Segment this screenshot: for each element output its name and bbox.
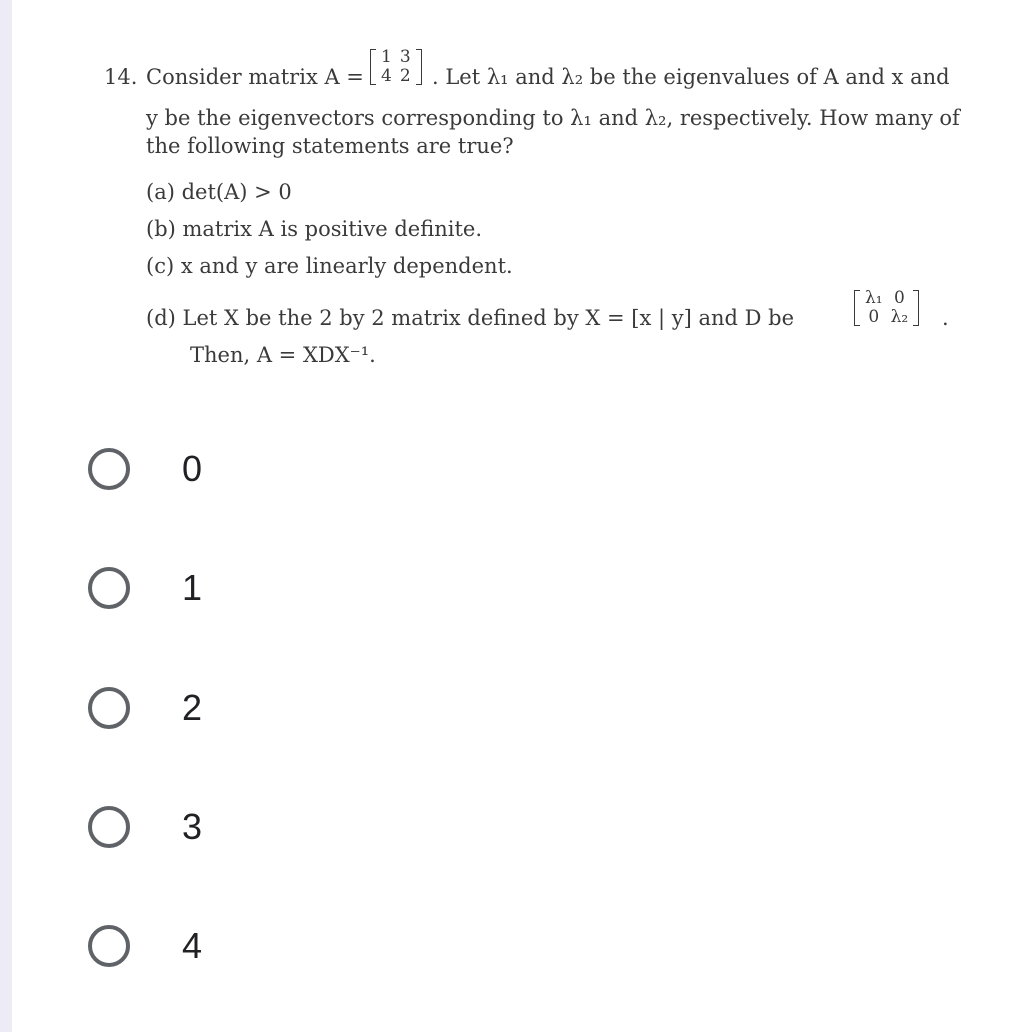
statement-a [104, 178, 949, 215]
matrix-d-cell: λ₂ [890, 307, 909, 327]
option-label: 4 [182, 925, 203, 966]
question-intro: Consider matrix A = [146, 65, 364, 89]
question-block [104, 47, 960, 369]
matrix-a-cell: 1 [381, 47, 392, 67]
option-3[interactable] [88, 797, 488, 857]
question-number: 14. [104, 65, 138, 89]
option-label: 3 [182, 806, 203, 847]
statement-b [104, 215, 949, 252]
statement-c [104, 252, 949, 289]
option-4[interactable] [88, 916, 488, 976]
statement-c-text: (c) x and y are linearly dependent. [146, 254, 513, 278]
statement-d [104, 289, 949, 341]
option-2[interactable] [88, 678, 488, 738]
question-line-3-text: the following statements are true? [146, 134, 514, 158]
matrix-d-cell: 0 [893, 288, 905, 308]
question-line-1 [104, 48, 949, 108]
radio-circle-icon[interactable] [88, 806, 130, 848]
radio-circle-icon[interactable] [88, 687, 130, 729]
matrix-d-period: . [942, 306, 949, 330]
question-after-matrix: . Let λ₁ and λ₂ be the eigenvalues of A and x and [432, 65, 950, 89]
statement-d-conclusion [104, 341, 949, 369]
option-label: 2 [182, 687, 203, 728]
statement-a-text: (a) det(A) > 0 [146, 180, 292, 204]
option-1[interactable] [88, 558, 488, 618]
option-label: 1 [182, 567, 203, 608]
radio-circle-icon[interactable] [88, 925, 130, 967]
question-line-3 [104, 132, 949, 160]
matrix-d [854, 289, 919, 327]
radio-circle-icon[interactable] [88, 567, 130, 609]
matrix-a-cell: 4 [381, 66, 392, 86]
matrix-d-cell: 0 [868, 307, 880, 327]
question-line-2 [104, 104, 960, 132]
matrix-a [370, 48, 422, 86]
option-label: 0 [182, 448, 203, 489]
side-strip [0, 0, 12, 1032]
statement-b-text: (b) matrix A is positive definite. [146, 217, 483, 241]
matrix-a-cell: 2 [399, 66, 411, 86]
matrix-a-cell: 3 [399, 47, 411, 67]
matrix-d-cell: λ₁ [865, 288, 883, 308]
question-line-2-text: y be the eigenvectors corresponding to λ₁ and λ₂, respectively. How many of [146, 106, 960, 130]
statement-d-conclusion-text: Then, A = XDX⁻¹. [190, 343, 376, 367]
statement-d-text: (d) Let X be the 2 by 2 matrix defined by X = [x | y] and D be [146, 306, 794, 330]
option-0[interactable] [88, 439, 488, 499]
radio-circle-icon[interactable] [88, 448, 130, 490]
